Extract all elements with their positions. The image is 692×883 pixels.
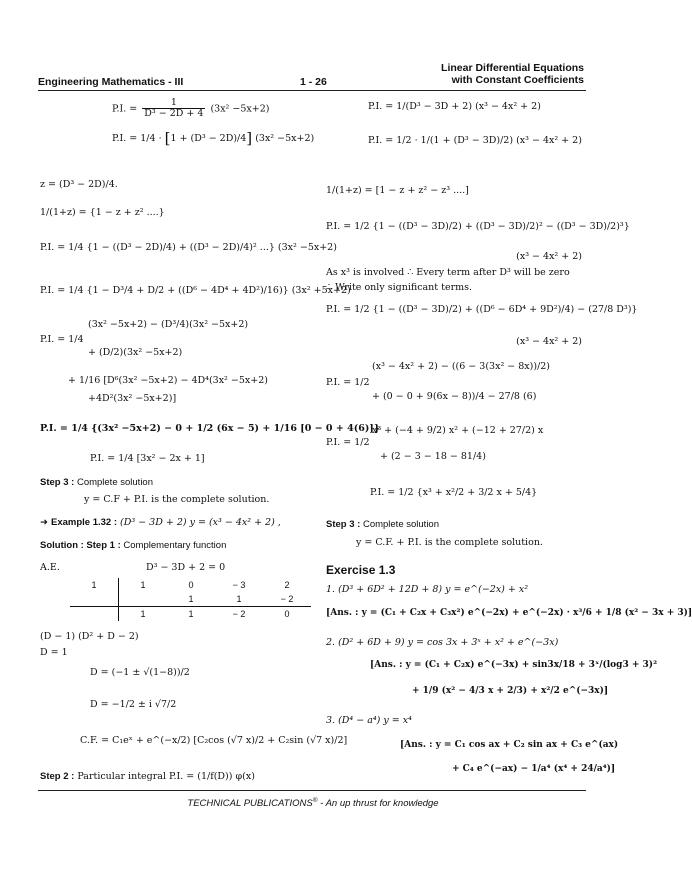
pi-right-1: P.I. = 1/(D³ − 3D + 2) (x³ − 4x² + 2)	[368, 101, 541, 112]
pi-right-2: P.I. = 1/2 · 1/(1 + (D³ − 3D)/2) (x³ − 4x² + 2)	[368, 135, 582, 146]
exercise-q3: 3. (D⁴ − a⁴) y = x⁴	[326, 715, 412, 726]
footer-rule	[38, 790, 586, 791]
exercise-a3a: [Ans. : y = C₁ cos ax + C₂ sin ax + C₃ e^(ax)	[400, 740, 619, 750]
exercise-a2a: [Ans. : y = (C₁ + C₂x) e^(−3x) + sin3x/18 + 3ˣ/(log3 + 3)²	[370, 660, 658, 670]
header-rule	[38, 90, 586, 91]
pi-right-5a: (x³ − 4x² + 2) − ((6 − 3(3x² − 8x))/2)	[372, 361, 551, 372]
step3-right-heading: Step 3 : Complete solution	[326, 519, 439, 530]
pi-expansion-3c: + 1/16 [D⁶(3x² −5x+2) − 4D⁴(3x² −5x+2)	[68, 375, 268, 386]
ae-label: A.E.	[40, 562, 60, 573]
pi-right-6b: + (2 − 3 − 18 − 81/4)	[380, 451, 486, 462]
synthetic-division-table	[70, 578, 311, 621]
step2-heading: Step 2 : Particular integral P.I. = (1/f(D)) φ(x)	[40, 771, 255, 782]
exercise-a1: [Ans. : y = (C₁ + C₂x + C₃x²) e^(−2x) + e^(−2x) · x³/6 + 1/8 (x² − 3x + 3)]	[326, 608, 692, 618]
pi-right-6a: x³ + (−4 + 9/2) x² + (−12 + 27/2) x	[372, 425, 544, 436]
pi-right-3-tail: (x³ − 4x² + 2)	[516, 251, 582, 262]
exercise-title: Exercise 1.3	[326, 563, 396, 577]
pi-right-5b: + (0 − 0 + 9(6x − 8))/4 − 27/8 (6)	[372, 391, 537, 402]
chapter-title-line1: Linear Differential Equations	[441, 62, 584, 74]
exercise-a3b: + C₄ e^(−ax) − 1/a⁴ (x⁴ + 24/a⁴)]	[452, 764, 616, 774]
complete-solution-right: y = C.F. + P.I. is the complete solution.	[356, 537, 543, 548]
pi-right-4-tail: (x³ − 4x² + 2)	[516, 336, 582, 347]
pi-expansion-3d: +4D²(3x² −5x+2)]	[88, 393, 177, 404]
exercise-a2b: + 1/9 (x² − 4/3 x + 2/3) + x²/2 e^(−3x)]	[412, 686, 609, 696]
factored-form: (D − 1) (D² + D − 2)	[40, 631, 139, 642]
complete-solution: y = C.F + P.I. is the complete solution.	[84, 494, 270, 505]
pi-step-1: P.I. = $\frac{1}{\text{D³ − 2D + 4}}$ (3x² −5x+2)	[112, 97, 270, 120]
book-title: Engineering Mathematics - III	[38, 76, 184, 88]
exercise-q2: 2. (D² + 6D + 9) y = cos 3x + 3ˣ + x² + e^(−3x)	[326, 637, 559, 648]
arrow-icon: ➜	[40, 517, 48, 528]
pi-right-6-label: P.I. = 1/2	[326, 437, 370, 448]
pi-step-2: P.I. = 1/4 · [1 + (D³ − 2D)/4] (3x² −5x+2)	[112, 129, 315, 147]
root-one: D = 1	[40, 647, 68, 658]
publisher-name: TECHNICAL PUBLICATIONS	[187, 798, 313, 809]
root-complex: D = −1/2 ± i √7/2	[90, 699, 177, 710]
table-row: 1 1 0 − 3 2	[91, 580, 290, 590]
pi-result-b: P.I. = 1/4 [3x² − 2x + 1]	[90, 453, 205, 464]
example-heading: ➜ Example 1.32 : (D³ − 3D + 2) y = (x³ − 4x² + 2) ,	[40, 517, 281, 528]
registered-mark: ®	[312, 797, 318, 804]
pi-right-final: P.I. = 1/2 {x³ + x²/2 + 3/2 x + 5/4}	[370, 487, 538, 498]
table-row: 1 1 − 2 0	[70, 607, 311, 622]
page-number: 1 - 26	[300, 76, 327, 88]
cf-solution: C.F. = C₁eˣ + e^(−x/2) [C₂cos (√7 x)/2 + C₂sin (√7 x)/2]	[80, 735, 348, 746]
chapter-title-line2: with Constant Coefficients	[451, 74, 584, 86]
pi-expansion-3-label: P.I. = 1/4	[40, 334, 84, 345]
table-row: 1 1 − 2	[70, 592, 311, 607]
step3-heading: Step 3 : Complete solution	[40, 477, 153, 488]
pi-result-a: P.I. = 1/4 {(3x² −5x+2) − 0 + 1/2 (6x − 5) + 1/16 [0 − 0 + 4(6)]}	[40, 423, 380, 434]
exercise-q1: 1. (D³ + 6D² + 12D + 8) y = e^(−2x) + x²	[326, 584, 529, 595]
note-significant-1: As x³ is involved ∴ Every term after D³ will be zero	[326, 267, 570, 278]
note-significant-2: ∴ Write only significant terms.	[326, 282, 473, 293]
ae-equation: D³ − 3D + 2 = 0	[146, 562, 226, 573]
series-expansion: 1/(1+z) = {1 − z + z² ....}	[40, 207, 165, 218]
footer-text	[0, 798, 626, 809]
root-quadratic: D = (−1 ± √(1−8))/2	[90, 667, 190, 678]
pi-expansion-3b: + (D/2)(3x² −5x+2)	[88, 347, 183, 358]
chapter-title	[441, 62, 584, 86]
publisher-tagline: - An up thrust for knowledge	[317, 798, 439, 809]
pi-right-5-label: P.I. = 1/2	[326, 377, 370, 388]
pi-right-3: P.I. = 1/2 {1 − ((D³ − 3D)/2) + ((D³ − 3D)/2)² − ((D³ − 3D)/2)³}	[326, 221, 630, 232]
z-definition: z = (D³ − 2D)/4.	[40, 179, 118, 190]
pi-right-4: P.I. = 1/2 {1 − ((D³ − 3D)/2) + ((D⁶ − 6D⁴ + 9D²)/4) − (27/8 D³)}	[326, 304, 638, 315]
series-right: 1/(1+z) = [1 − z + z² − z³ ....]	[326, 185, 469, 196]
pi-expansion-1: P.I. = 1/4 {1 − ((D³ − 2D)/4) + ((D³ − 2D)/4)² ...} (3x² −5x+2)	[40, 242, 337, 253]
pi-expansion-2: P.I. = 1/4 {1 − D³/4 + D/2 + ((D⁶ − 4D⁴ + 4D²)/16)} (3x² +5x+2)	[40, 285, 351, 296]
solution-heading: Solution : Step 1 : Complementary function	[40, 540, 227, 551]
pi-expansion-3a: (3x² −5x+2) − (D³/4)(3x² −5x+2)	[88, 319, 249, 330]
